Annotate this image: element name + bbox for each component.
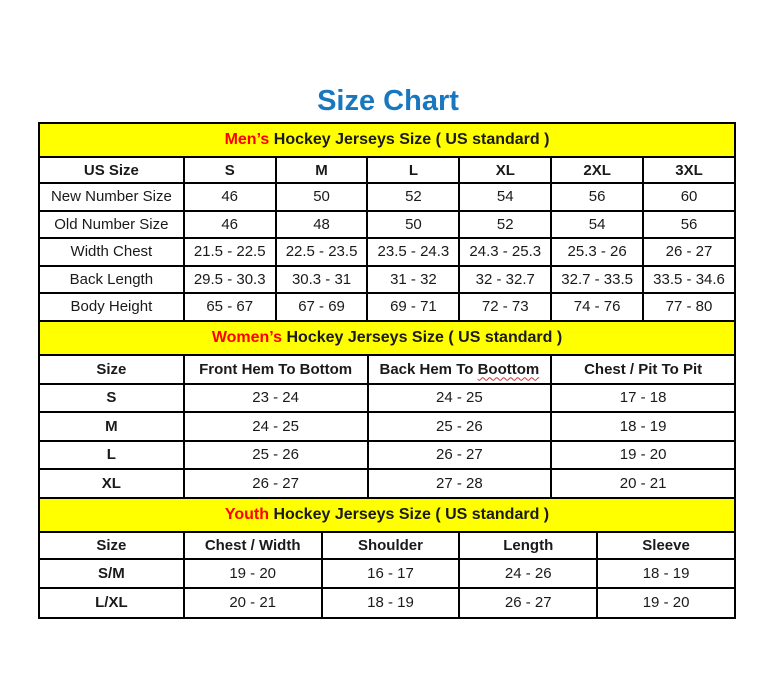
cell-value: 25 - 26 [368, 412, 552, 441]
womens-table-row [39, 469, 735, 498]
cell-value: 18 - 19 [597, 559, 735, 589]
mens-table-row [39, 183, 735, 211]
cell-value: 20 - 21 [184, 588, 322, 618]
cell-value: 26 - 27 [184, 469, 368, 498]
cell-value: 52 [459, 211, 551, 239]
youth-table-banner [38, 497, 736, 533]
cell-value: 50 [276, 183, 368, 211]
row-label: S/M [39, 559, 184, 589]
youth-row-label-column-header: Size [39, 532, 184, 559]
cell-value: 69 - 71 [367, 293, 459, 321]
mens-size-table [38, 156, 736, 322]
womens-column-header: Chest / Pit To Pit [551, 355, 735, 384]
cell-value: 19 - 20 [184, 559, 322, 589]
cell-value: 32.7 - 33.5 [551, 266, 643, 294]
womens-banner-text: Hockey Jerseys Size ( US standard ) [282, 328, 563, 346]
cell-value: 30.3 - 31 [276, 266, 368, 294]
cell-value: 19 - 20 [597, 588, 735, 618]
youth-size-section [38, 497, 736, 619]
youth-table-row [39, 588, 735, 618]
cell-value: 24 - 25 [184, 412, 368, 441]
cell-value: 24 - 26 [459, 559, 597, 589]
cell-value: 26 - 27 [368, 441, 552, 470]
cell-value: 26 - 27 [643, 238, 735, 266]
mens-column-header: M [276, 157, 368, 183]
womens-banner-highlight: Women’s [211, 328, 283, 346]
misspelled-word: Boottom [477, 360, 540, 378]
cell-value: 50 [367, 211, 459, 239]
mens-banner-highlight: Men’s [224, 131, 270, 148]
row-label: New Number Size [39, 183, 184, 211]
womens-size-section [38, 320, 736, 499]
cell-value: 25 - 26 [184, 441, 368, 470]
youth-column-header: Shoulder [322, 532, 460, 559]
cell-value: 32 - 32.7 [459, 266, 551, 294]
cell-value: 60 [643, 183, 735, 211]
cell-value: 23.5 - 24.3 [367, 238, 459, 266]
cell-value: 21.5 - 22.5 [184, 238, 276, 266]
cell-value: 74 - 76 [551, 293, 643, 321]
page-title: Size Chart [317, 85, 459, 118]
cell-value: 31 - 32 [367, 266, 459, 294]
mens-table-row [39, 293, 735, 321]
cell-value: 29.5 - 30.3 [184, 266, 276, 294]
cell-value: 72 - 73 [459, 293, 551, 321]
cell-value: 48 [276, 211, 368, 239]
cell-value: 17 - 18 [551, 384, 735, 413]
mens-column-header: 2XL [551, 157, 643, 183]
cell-value: 20 - 21 [551, 469, 735, 498]
cell-value: 23 - 24 [184, 384, 368, 413]
youth-table-row [39, 559, 735, 589]
mens-table-row [39, 211, 735, 239]
cell-value: 77 - 80 [643, 293, 735, 321]
row-label: Back Length [39, 266, 184, 294]
mens-table-row [39, 266, 735, 294]
row-label: M [39, 412, 184, 441]
cell-value: 54 [551, 211, 643, 239]
womens-row-label-column-header: Size [39, 355, 184, 384]
youth-header-row [39, 532, 735, 559]
youth-banner-highlight: Youth [224, 505, 269, 523]
youth-column-header: Sleeve [597, 532, 735, 559]
cell-value: 46 [184, 211, 276, 239]
cell-value: 46 [184, 183, 276, 211]
size-chart [38, 122, 736, 619]
cell-value: 19 - 20 [551, 441, 735, 470]
womens-column-header: Front Hem To Bottom [184, 355, 368, 384]
cell-value: 16 - 17 [322, 559, 460, 589]
youth-banner-text: Hockey Jerseys Size ( US standard ) [269, 505, 550, 523]
row-label: Body Height [39, 293, 184, 321]
mens-banner-text: Hockey Jerseys Size ( US standard ) [269, 131, 550, 148]
mens-table-banner [38, 122, 736, 158]
cell-value: 18 - 19 [551, 412, 735, 441]
mens-column-header: L [367, 157, 459, 183]
mens-size-section [38, 122, 736, 322]
cell-value: 33.5 - 34.6 [643, 266, 735, 294]
mens-header-row [39, 157, 735, 183]
mens-table-row [39, 238, 735, 266]
cell-value: 54 [459, 183, 551, 211]
womens-column-header: Back Hem To Boottom [368, 355, 552, 384]
row-label: L [39, 441, 184, 470]
cell-value: 24 - 25 [368, 384, 552, 413]
mens-column-header: S [184, 157, 276, 183]
cell-value: 52 [367, 183, 459, 211]
youth-column-header: Chest / Width [184, 532, 322, 559]
cell-value: 18 - 19 [322, 588, 460, 618]
cell-value: 24.3 - 25.3 [459, 238, 551, 266]
womens-header-row [39, 355, 735, 384]
cell-value: 67 - 69 [276, 293, 368, 321]
cell-value: 27 - 28 [368, 469, 552, 498]
row-label: L/XL [39, 588, 184, 618]
cell-value: 65 - 67 [184, 293, 276, 321]
youth-column-header: Length [459, 532, 597, 559]
mens-column-header: XL [459, 157, 551, 183]
mens-row-label-column-header: US Size [39, 157, 184, 183]
womens-table-row [39, 384, 735, 413]
row-label: Old Number Size [39, 211, 184, 239]
womens-table-row [39, 441, 735, 470]
youth-size-table [38, 531, 736, 619]
row-label: Width Chest [39, 238, 184, 266]
cell-value: 25.3 - 26 [551, 238, 643, 266]
womens-table-banner [38, 320, 736, 356]
womens-table-row [39, 412, 735, 441]
cell-value: 26 - 27 [459, 588, 597, 618]
cell-value: 56 [643, 211, 735, 239]
cell-value: 56 [551, 183, 643, 211]
row-label: XL [39, 469, 184, 498]
mens-column-header: 3XL [643, 157, 735, 183]
cell-value: 22.5 - 23.5 [276, 238, 368, 266]
row-label: S [39, 384, 184, 413]
womens-size-table [38, 354, 736, 499]
